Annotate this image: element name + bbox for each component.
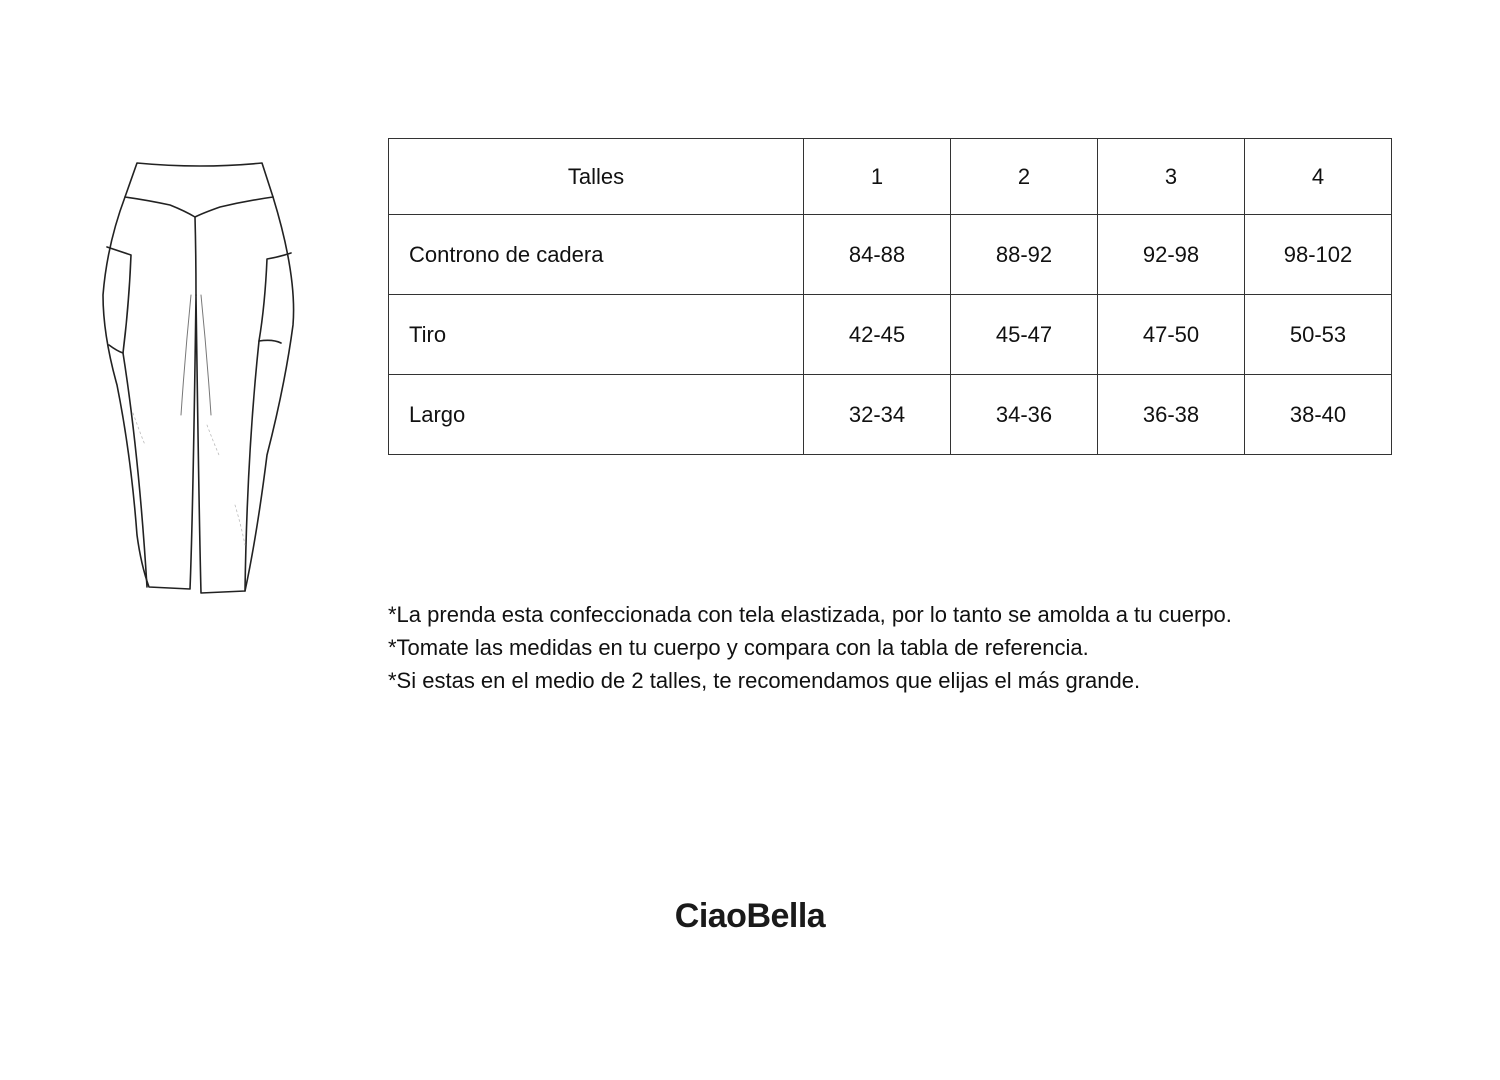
table-cell: 84-88 bbox=[804, 215, 951, 295]
table-cell: 50-53 bbox=[1245, 295, 1392, 375]
row-label: Tiro bbox=[389, 295, 804, 375]
table-cell: 98-102 bbox=[1245, 215, 1392, 295]
row-label: Controno de cadera bbox=[389, 215, 804, 295]
table-header-row bbox=[389, 139, 1392, 215]
header-cell: 2 bbox=[951, 139, 1098, 215]
table-cell: 92-98 bbox=[1098, 215, 1245, 295]
header-cell: 1 bbox=[804, 139, 951, 215]
table-cell: 38-40 bbox=[1245, 375, 1392, 455]
table-row bbox=[389, 295, 1392, 375]
header-cell: Talles bbox=[389, 139, 804, 215]
leggings-illustration-icon bbox=[95, 155, 305, 600]
table-row bbox=[389, 375, 1392, 455]
header-cell: 4 bbox=[1245, 139, 1392, 215]
table-cell: 36-38 bbox=[1098, 375, 1245, 455]
size-chart-table bbox=[388, 138, 1392, 455]
note-line: *Tomate las medidas en tu cuerpo y compara con la tabla de referencia. bbox=[388, 635, 1089, 660]
size-notes bbox=[388, 598, 1232, 697]
brand-logo: CiaoBella bbox=[674, 897, 826, 935]
table-cell: 45-47 bbox=[951, 295, 1098, 375]
header-cell: 3 bbox=[1098, 139, 1245, 215]
table-cell: 42-45 bbox=[804, 295, 951, 375]
table-row bbox=[389, 215, 1392, 295]
table-cell: 88-92 bbox=[951, 215, 1098, 295]
table-cell: 32-34 bbox=[804, 375, 951, 455]
table-cell: 47-50 bbox=[1098, 295, 1245, 375]
note-line: *Si estas en el medio de 2 talles, te recomendamos que elijas el más grande. bbox=[388, 668, 1141, 693]
row-label: Largo bbox=[389, 375, 804, 455]
note-line: *La prenda esta confeccionada con tela elastizada, por lo tanto se amolda a tu cuerpo. bbox=[388, 602, 1232, 627]
table-cell: 34-36 bbox=[951, 375, 1098, 455]
